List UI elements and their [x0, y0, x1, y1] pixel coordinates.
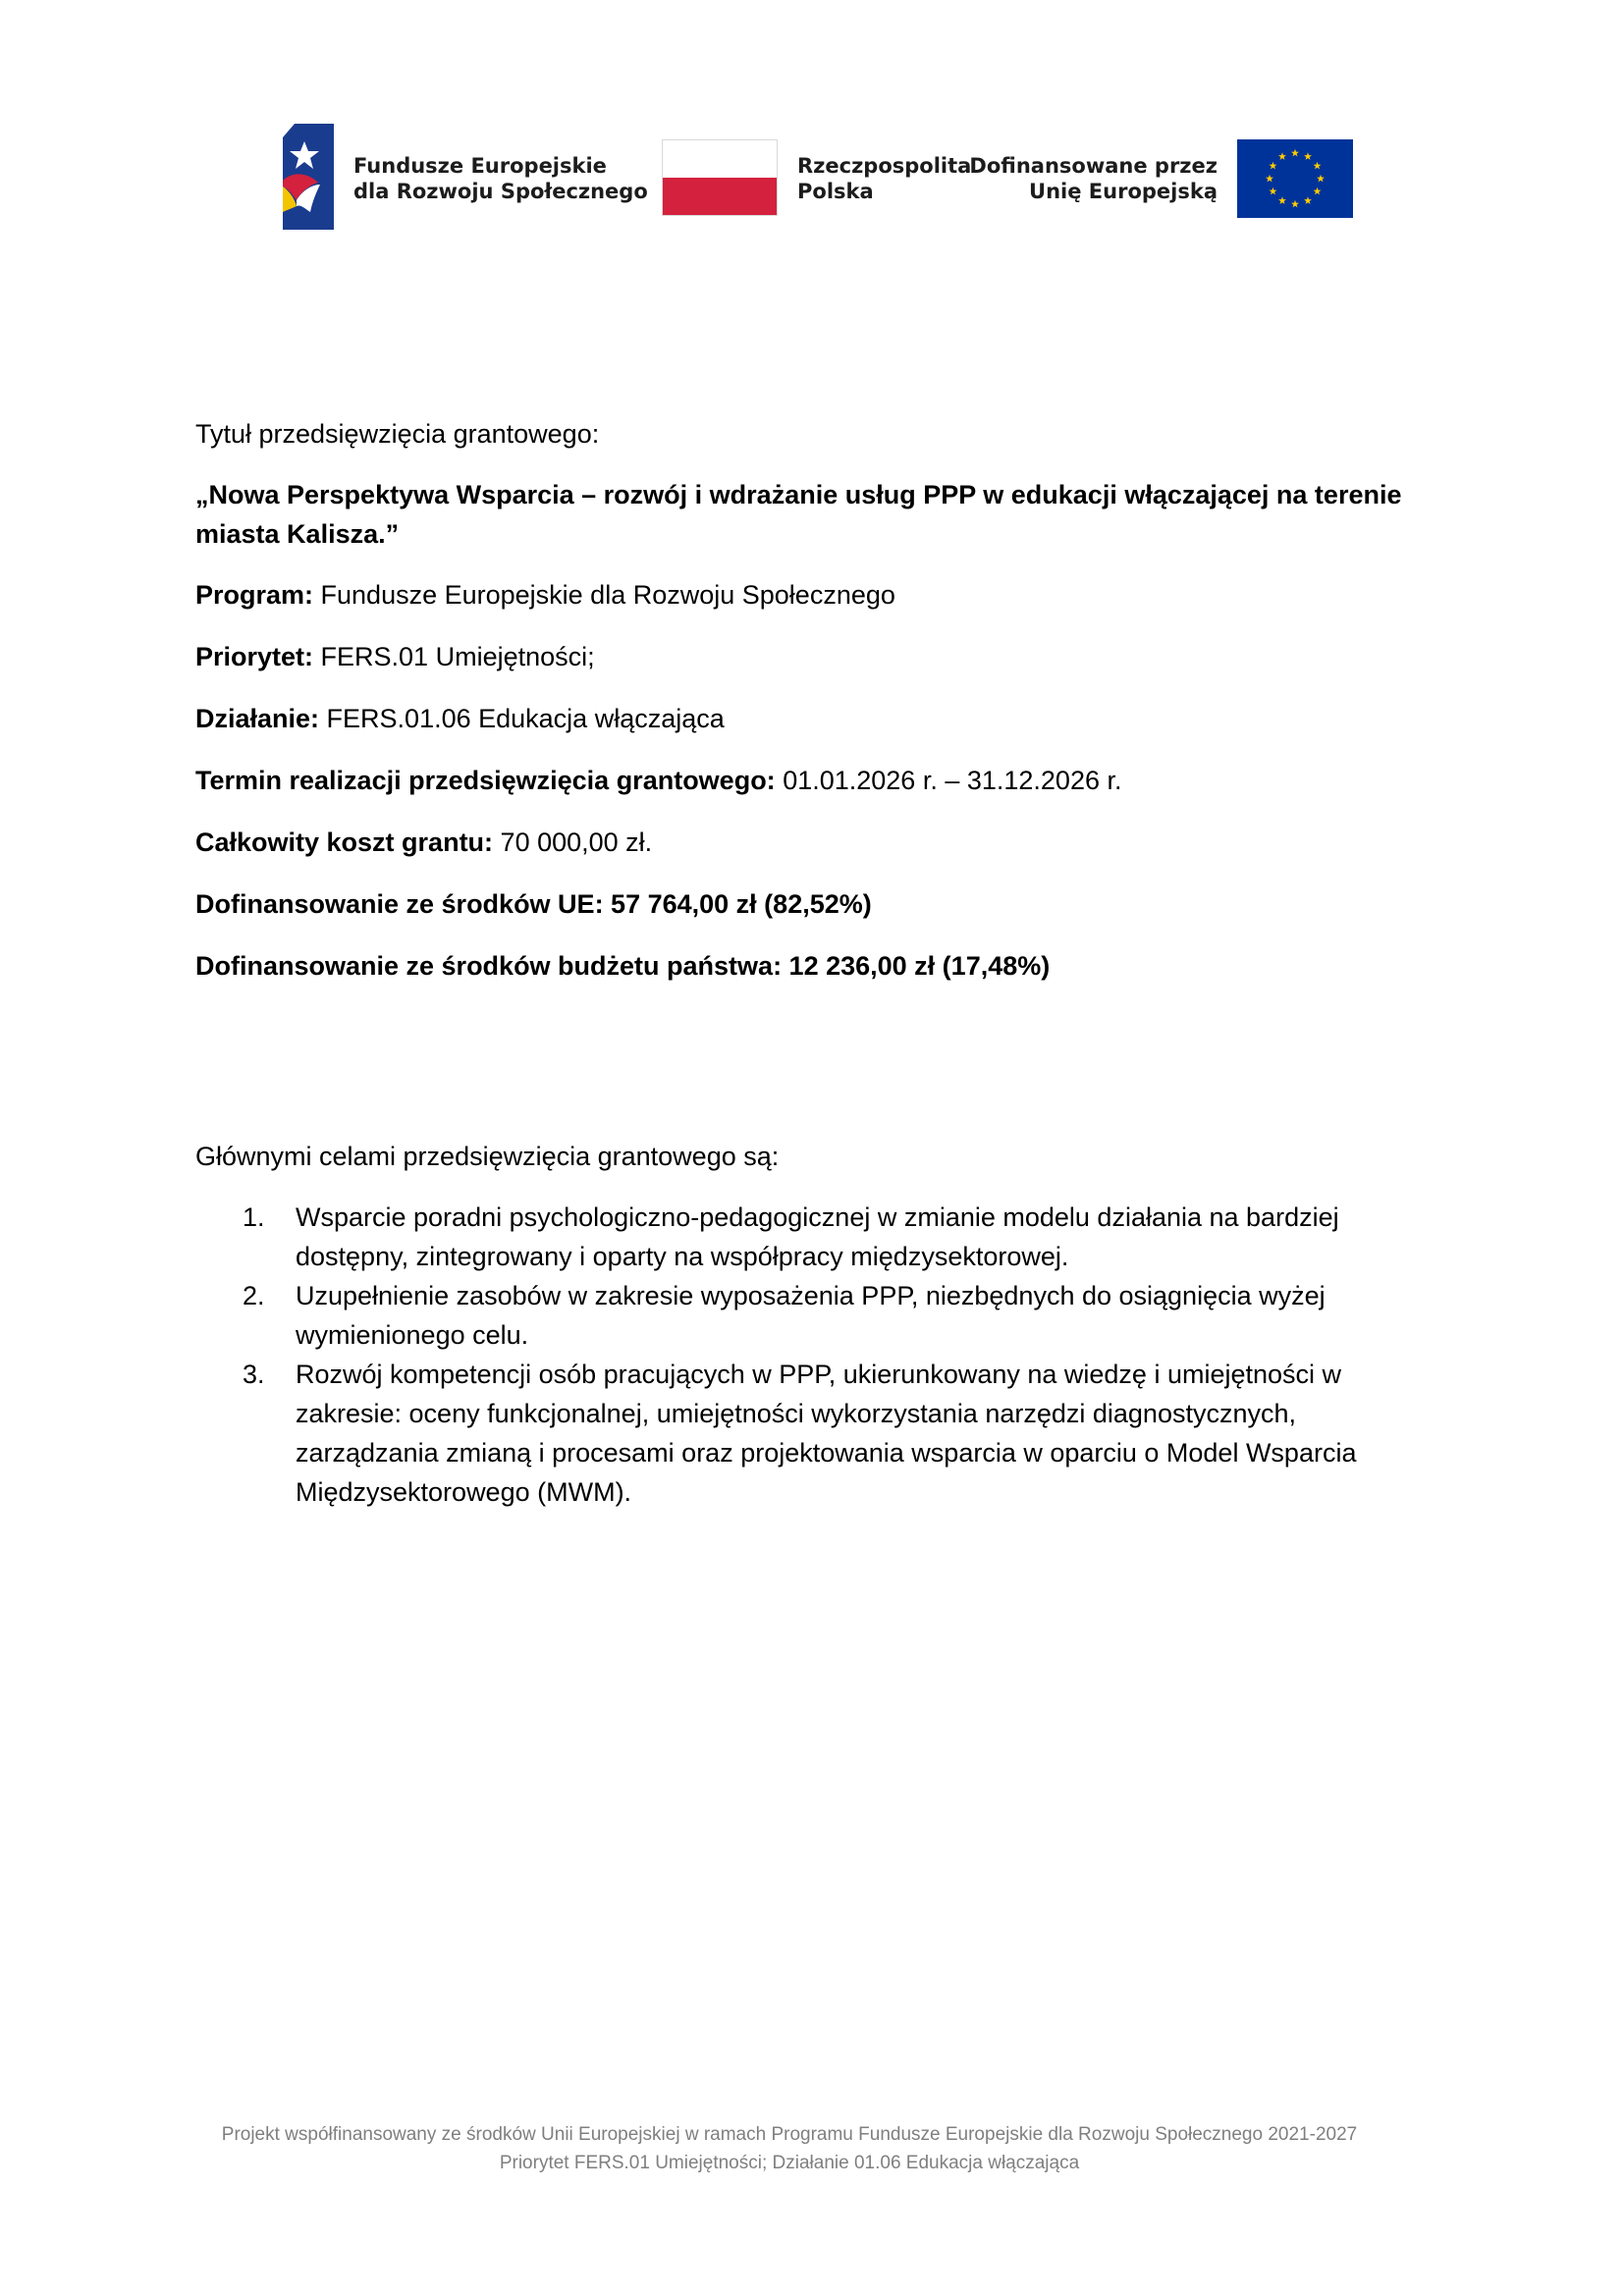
- field-dzialanie-value: FERS.01.06 Edukacja włączająca: [319, 704, 725, 733]
- goals-list: [195, 1198, 1433, 1512]
- goal-line: wymienionego celu.: [296, 1320, 529, 1350]
- eu-logo-line2: Unię Europejską: [1029, 180, 1218, 203]
- fe-logo-line1: Fundusze Europejskie: [353, 154, 607, 178]
- goal-line: Uzupełnienie zasobów w zakresie wyposażenia PPP, niezbędnych do osiągnięcia wyżej: [296, 1281, 1326, 1310]
- logo-bar: [283, 124, 1353, 230]
- eu-cofinanced-logo: [969, 139, 1353, 218]
- list-item: [195, 1276, 1433, 1355]
- field-program-value: Fundusze Europejskie dla Rozwoju Społecznego: [313, 580, 895, 610]
- goal-line: Międzysektorowego (MWM).: [296, 1477, 632, 1507]
- field-program: [195, 575, 895, 614]
- field-dzialanie-label: Działanie:: [195, 704, 320, 733]
- goal-number: 3.: [243, 1360, 265, 1389]
- eu-logo-line1: Dofinansowane przez: [969, 154, 1218, 178]
- field-dzialanie: [195, 699, 725, 738]
- rp-logo-line1: Rzeczpospolita: [797, 154, 972, 178]
- footer-line1: Projekt współfinansowany ze środków Unii Europejskiej w ramach Programu Fundusze Europejskie dla Rozwoju Społecznego 2021-2027: [221, 2124, 1358, 2145]
- goal-line: zarządzania zmianą i procesami oraz projektowania wsparcia w oparciu o Model Wsparcia: [296, 1438, 1357, 1468]
- field-priorytet: [195, 637, 595, 676]
- goal-line: Rozwój kompetencji osób pracujących w PPP, ukierunkowany na wiedzę i umiejętności w: [296, 1360, 1342, 1389]
- eu-flag-icon: [1237, 139, 1353, 218]
- page-footer: [0, 2120, 1579, 2177]
- field-termin-value: 01.01.2026 r. – 31.12.2026 r.: [775, 766, 1122, 795]
- field-koszt-label: Całkowity koszt grantu:: [195, 828, 494, 857]
- goal-number: 2.: [243, 1281, 265, 1310]
- title-label: Tytuł przedsięwzięcia grantowego:: [195, 419, 600, 449]
- list-item: [195, 1198, 1433, 1276]
- project-title: „Nowa Perspektywa Wsparcia – rozwój i wdrażanie usług PPP w edukacji włączającej na terenie miasta Kalisza.”: [195, 480, 1402, 549]
- field-priorytet-value: FERS.01 Umiejętności;: [313, 642, 595, 671]
- rp-logo-text: [797, 153, 971, 204]
- fe-logo-line2: dla Rozwoju Społecznego: [353, 180, 648, 203]
- field-termin: [195, 761, 1121, 800]
- rp-logo-line2: Polska: [797, 180, 874, 203]
- field-termin-label: Termin realizacji przedsięwzięcia grantowego:: [195, 766, 776, 795]
- field-program-label: Program:: [195, 580, 314, 610]
- goal-line: zakresie: oceny funkcjonalnej, umiejętności wykorzystania narzędzi diagnostycznych,: [296, 1399, 1296, 1428]
- field-koszt-value: 70 000,00 zł.: [493, 828, 653, 857]
- fe-logo-icon: [283, 124, 334, 230]
- list-item: [195, 1355, 1433, 1512]
- fe-logo-text: [353, 153, 648, 204]
- rzeczpospolita-logo: [662, 139, 976, 218]
- field-koszt: [195, 823, 652, 862]
- eu-logo-text: [969, 153, 1218, 204]
- funding-eu: Dofinansowanie ze środków UE: 57 764,00 zł (82,52%): [195, 889, 872, 919]
- goal-line: Wsparcie poradni psychologiczno-pedagogicznej w zmianie modelu działania na bardziej: [296, 1202, 1339, 1232]
- funding-state: Dofinansowanie ze środków budżetu państwa: 12 236,00 zł (17,48%): [195, 951, 1051, 981]
- goal-line: dostępny, zintegrowany i oparty na współpracy międzysektorowej.: [296, 1242, 1069, 1271]
- footer-line2: Priorytet FERS.01 Umiejętności; Działanie 01.06 Edukacja włączająca: [499, 2153, 1080, 2173]
- goal-number: 1.: [243, 1202, 265, 1232]
- polish-flag-icon: [662, 139, 778, 216]
- field-priorytet-label: Priorytet:: [195, 642, 314, 671]
- goals-intro: Głównymi celami przedsięwzięcia grantowego są:: [195, 1142, 780, 1171]
- fundusze-europejskie-logo: [283, 124, 648, 230]
